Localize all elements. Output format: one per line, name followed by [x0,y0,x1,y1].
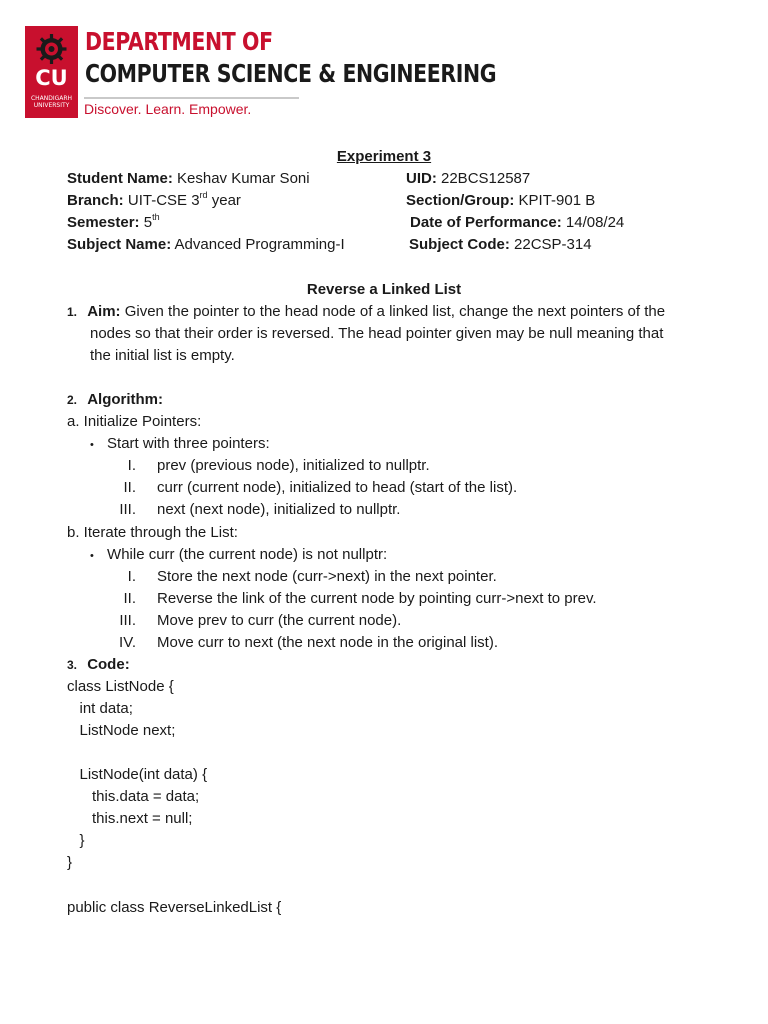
roman-numeral: II. [123,590,136,607]
aim-line-3: the initial list is empty. [90,347,235,364]
roman-numeral: II. [123,479,136,496]
roman-numeral: IV. [119,634,136,651]
gear-emblem-icon [32,32,71,66]
section-row [406,191,595,211]
algorithm-step-b-bullet: • While curr (the current node) is not nullptr: [90,546,388,563]
student-name-row [67,169,310,189]
code-line: ListNode next; [67,722,176,739]
tagline: Discover. Learn. Empower. [84,101,252,117]
list-item: curr (current node), initialized to head (start of the list). [157,479,518,496]
uid-value: 22BCS12587 [441,170,531,187]
date-value: 14/08/24 [565,214,625,231]
uid-label: UID: [406,170,437,187]
subject-name-label: Subject Name: [67,236,172,253]
aim-line-2: nodes so that their order is reversed. The head pointer given may be null meaning that [90,325,664,342]
code-number: 3. [67,658,78,672]
university-logo [25,26,78,118]
department-title-line2: COMPUTER SCIENCE & ENGINEERING [85,59,497,88]
algorithm-step-b: b. Iterate through the List: [67,524,238,541]
subject-name-row [67,235,345,255]
list-item: Reverse the link of the current node by pointing curr->next to prev. [157,590,597,607]
branch-label: Branch: [67,192,124,209]
logo-letters: CU [35,66,68,90]
semester-label: Semester: [67,214,140,231]
roman-numeral: I. [127,457,136,474]
roman-numeral: III. [119,612,136,629]
student-name-label: Student Name: [67,170,173,187]
algorithm-label: Algorithm: [87,391,164,408]
aim-number: 1. [67,305,78,319]
semester-value: 5th [143,212,160,231]
algorithm-step-a: a. Initialize Pointers: [67,413,202,430]
code-label: Code: [87,656,130,673]
bullet-icon: • [90,550,94,562]
code-heading [67,655,130,675]
roman-numeral: III. [119,501,136,518]
branch-row [67,191,241,211]
code-line: this.next = null; [67,810,193,827]
section-value: KPIT-901 B [518,192,596,209]
list-item: Store the next node (curr->next) in the next pointer. [157,568,497,585]
date-label: Date of Performance: [410,214,562,231]
algorithm-step-a-bullet: • Start with three pointers: [90,435,270,452]
student-name-value: Keshav Kumar Soni [177,170,310,187]
roman-numeral: I. [127,568,136,585]
section-title: Reverse a Linked List [306,281,462,298]
algorithm-heading [67,390,163,410]
branch-value: UIT-CSE 3rd year [127,190,241,209]
code-line: int data; [67,700,133,717]
subject-code-value: 22CSP-314 [514,236,592,253]
header-divider [84,97,299,99]
bullet-icon: • [90,439,94,451]
semester-row [67,213,160,233]
uid-row [406,169,530,189]
logo-university-name: CHANDIGARH UNIVERSITY [30,95,73,109]
code-line: class ListNode { [67,678,174,695]
code-line: this.data = data; [67,788,200,805]
subject-code-row [409,235,592,255]
subject-name-value: Advanced Programming-I [174,236,345,253]
list-item: next (next node), initialized to nullptr. [157,501,401,518]
list-item: Move prev to curr (the current node). [157,612,402,629]
experiment-title: Experiment 3 [336,148,432,165]
aim-label: Aim: [87,303,121,320]
date-row [410,213,624,233]
code-line: } [67,832,85,849]
section-label: Section/Group: [406,192,515,209]
department-title-line1: DEPARTMENT OF [85,27,273,56]
aim-line-1: Given the pointer to the head node of a linked list, change the next pointers of the [124,303,666,320]
code-line: public class ReverseLinkedList { [67,899,282,916]
subject-code-label: Subject Code: [409,236,510,253]
aim-heading [67,302,665,322]
list-item: prev (previous node), initialized to nullptr. [157,457,430,474]
code-line: ListNode(int data) { [67,766,208,783]
code-line: } [67,854,73,871]
list-item: Move curr to next (the next node in the original list). [157,634,499,651]
algorithm-number: 2. [67,393,78,407]
